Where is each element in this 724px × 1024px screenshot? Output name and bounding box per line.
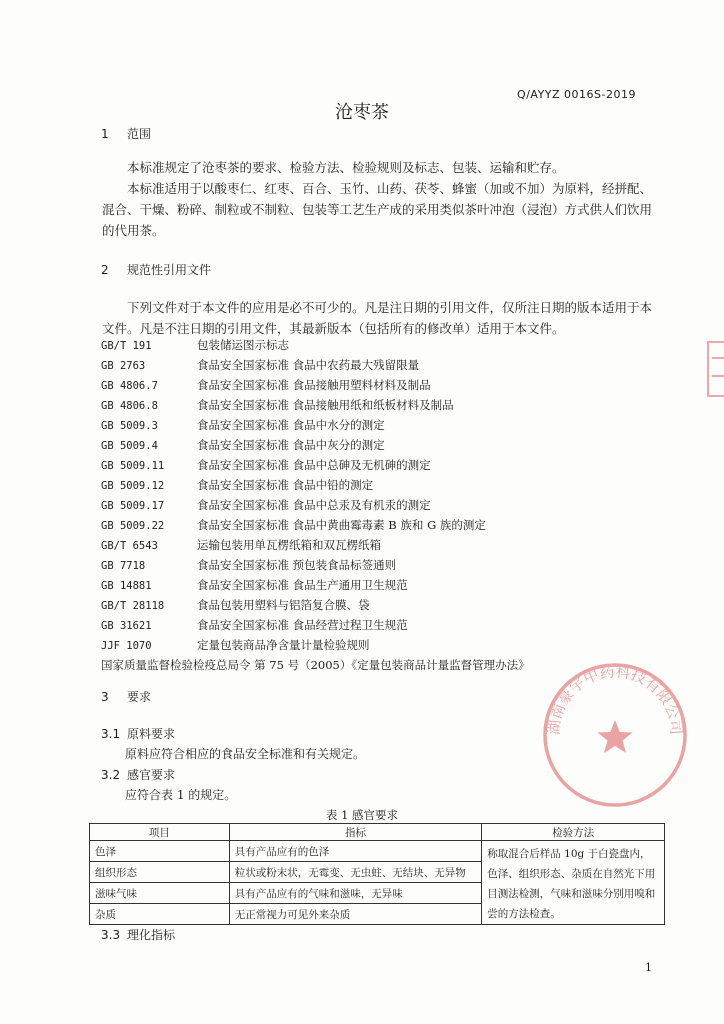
reference-title: 食品安全国家标准 食品中黄曲霉毒素 B 族和 G 族的测定: [197, 518, 486, 532]
reference-row: [101, 455, 661, 475]
reference-row: [101, 615, 661, 635]
row-item: 滋味气味: [90, 883, 230, 904]
section-title: 要求: [127, 690, 152, 704]
section-2-heading: [101, 261, 211, 278]
reference-title: 食品安全国家标准 食品中灰分的测定: [197, 438, 385, 452]
section-number: 3: [101, 690, 109, 704]
reference-row: [101, 535, 661, 555]
section-3-heading: [101, 688, 151, 705]
section-number: 3.1: [101, 727, 121, 741]
reference-code: GB 4806.8: [101, 400, 158, 412]
reference-row: [101, 515, 661, 535]
reference-row: [101, 335, 661, 355]
reference-row: [101, 375, 661, 395]
scope-paragraph-2: 本标准适用于以酸枣仁、红枣、百合、玉竹、山药、茯苓、蜂蜜（加或不加）为原料，经拼配、混合、干燥、粉碎、制粒或不制粒、包装等工艺生产成的采用类似茶叶冲泡（浸泡）方式供人们饮用的代用茶。: [102, 181, 653, 238]
row-item: 杂质: [90, 904, 230, 925]
row-spec: 粒状或粉末状，无霉变、无虫蛀、无结块、无异物: [229, 862, 482, 883]
reference-title: 食品安全国家标准 食品中铅的测定: [197, 478, 374, 492]
references-intro: 下列文件对于本文件的应用是必不可少的。凡是注日期的引用文件，仅所注日期的版本适用于本文件。凡是不注日期的引用文件，其最新版本（包括所有的修改单）适用于本文件。: [102, 300, 653, 336]
table-header-row: [90, 824, 665, 841]
reference-title: 食品安全国家标准 预包装食品标签通则: [197, 558, 397, 572]
reference-title: 食品安全国家标准 食品中水分的测定: [197, 418, 385, 432]
table-row: [90, 841, 665, 862]
reference-code: GB/T 28118: [101, 600, 165, 612]
reference-title: 食品安全国家标准 食品中总砷及无机砷的测定: [197, 458, 431, 472]
reference-code: GB 31621: [101, 620, 152, 632]
section-3-1-text: 原料应符合相应的食品安全标准和有关规定。: [125, 747, 366, 761]
row-item: 色泽: [90, 841, 230, 862]
header-item: 项目: [90, 824, 230, 841]
reference-title: 食品安全国家标准 食品生产通用卫生规范: [197, 578, 408, 592]
header-method: 检验方法: [482, 824, 665, 841]
section-number: 2: [101, 263, 109, 277]
reference-row: [101, 475, 661, 495]
reference-code: GB 5009.17: [101, 500, 165, 512]
section-title: 理化指标: [127, 928, 176, 942]
test-method-cell: 称取混合后样品 10g 于白瓷盘内，色泽、组织形态、杂质在自然光下用目测法检测，气味和滋味分别用嗅和尝的方法检查。: [482, 841, 665, 925]
section-3-2-text: 应符合表 1 的规定。: [125, 788, 237, 802]
seal-star-icon: [598, 720, 633, 753]
reference-list: [101, 335, 661, 675]
edge-seal-fragment-icon: [702, 338, 724, 400]
reference-row: [101, 575, 661, 595]
reference-row: [101, 555, 661, 575]
reference-code: GB 4806.7: [101, 380, 158, 392]
reference-row: [101, 495, 661, 515]
reference-row: [101, 635, 661, 655]
section-1-body: [102, 157, 662, 241]
reference-code: GB 14881: [101, 580, 152, 592]
row-item: 组织形态: [90, 862, 230, 883]
reference-row: [101, 435, 661, 455]
reference-row: [101, 595, 661, 615]
reference-code: GB 5009.22: [101, 520, 165, 532]
section-title: 原料要求: [127, 727, 176, 741]
reference-title: 定量包装商品净含量计量检验规则: [197, 638, 370, 652]
reference-code: GB 5009.12: [101, 480, 165, 492]
table-title: 表 1 感官要求: [325, 808, 399, 822]
document-title: 沧枣茶: [335, 102, 389, 123]
page-number: 1: [645, 961, 652, 974]
company-seal: [540, 660, 690, 810]
reference-title: 食品安全国家标准 食品经营过程卫生规范: [197, 618, 408, 632]
sensory-requirements-table: [89, 823, 665, 925]
reference-title: 食品包装用塑料与铝箔复合膜、袋: [197, 598, 370, 612]
section-title: 感官要求: [127, 768, 176, 782]
standard-number: Q/AYYZ 0016S-2019: [517, 88, 636, 101]
reference-row: [101, 395, 661, 415]
section-title: 范围: [127, 127, 152, 141]
section-3-1-heading: [101, 725, 175, 742]
reference-title: 食品安全国家标准 食品中总汞及有机汞的测定: [197, 498, 431, 512]
reference-title: 运输包装用单瓦楞纸箱和双瓦楞纸箱: [197, 538, 381, 552]
reference-code: GB 5009.11: [101, 460, 165, 472]
reference-code: JJF 1070: [101, 640, 152, 652]
section-3-2-heading: [101, 766, 175, 783]
section-3-3-heading: [101, 926, 175, 943]
reference-title: 食品安全国家标准 食品中农药最大残留限量: [197, 358, 420, 372]
reference-extra: 国家质量监督检验检疫总局令 第 75 号（2005）《定量包装商品计量监督管理办法》: [101, 658, 530, 672]
reference-title: 食品安全国家标准 食品接触用塑料材料及制品: [197, 378, 431, 392]
row-spec: 无正常视力可见外来杂质: [229, 904, 482, 925]
reference-title: 包装储运图示标志: [197, 338, 289, 352]
seal-text: 湖南豪宇中药科技有限公司: [544, 662, 686, 736]
reference-code: GB/T 6543: [101, 540, 158, 552]
row-spec: 具有产品应有的色泽: [229, 841, 482, 862]
section-number: 3.2: [101, 768, 121, 782]
reference-code: GB 5009.4: [101, 440, 158, 452]
reference-row: [101, 355, 661, 375]
reference-code: GB 5009.3: [101, 420, 158, 432]
section-2-intro: [102, 297, 662, 339]
section-number: 1: [101, 127, 109, 141]
reference-title: 食品安全国家标准 食品接触用纸和纸板材料及制品: [197, 398, 454, 412]
reference-row: [101, 415, 661, 435]
reference-code: GB 2763: [101, 360, 146, 372]
section-number: 3.3: [101, 928, 121, 942]
scope-paragraph-1: 本标准规定了沧枣茶的要求、检验方法、检验规则及标志、包装、运输和贮存。: [127, 160, 565, 175]
reference-code: GB/T 191: [101, 340, 152, 352]
section-title: 规范性引用文件: [127, 263, 212, 277]
header-spec: 指标: [229, 824, 482, 841]
section-1-heading: [101, 125, 151, 142]
reference-code: GB 7718: [101, 560, 146, 572]
row-spec: 具有产品应有的气味和滋味，无异味: [229, 883, 482, 904]
